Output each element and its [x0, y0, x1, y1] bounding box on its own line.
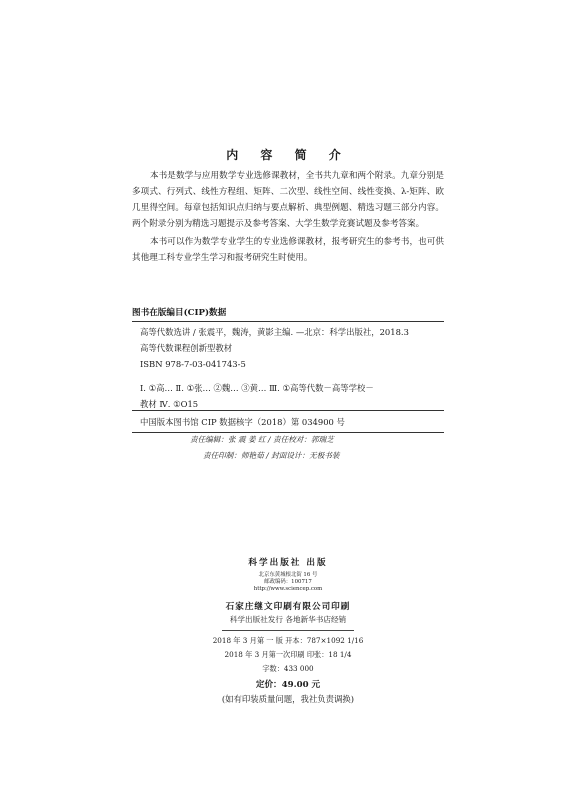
cip-line: 教材 Ⅳ. ①O15 — [140, 399, 199, 409]
summary-paragraph: 本书可以作为数学专业学生的专业选修课教材，报考研究生的参考书，也可供其他理工科专业学生学习和报考研究生时使用。 — [132, 237, 444, 263]
cip-block — [140, 324, 440, 412]
summary-paragraph: 本书是数学与应用数学专业选修课教材，全书共九章和两个附录。九章分别是多项式、行列式、线性方程组、矩阵、二次型、线性空间、线性变换、λ-矩阵、欧几里得空间。每章包括知识点归纳与要点解析、典型例题、精选习题三部分内容。两个附录分别为精选习题提示及参考答案、大学生数学竞赛试题及参考答案。 — [132, 171, 444, 229]
edition-line: 2018 年 3 月第 一 版 开本：787×1092 1/16 — [212, 636, 364, 645]
publisher-name: 科学出版社 出版 — [248, 558, 328, 568]
word-count: 字数：433 000 — [262, 664, 314, 673]
cip-bottom-rule — [132, 432, 444, 433]
cip-line: ISBN 978-7-03-041743-5 — [140, 359, 246, 369]
printer-name: 石家庄继文印刷有限公司印刷 — [225, 602, 351, 612]
publisher-url: http://www.sciencep.com — [253, 586, 323, 592]
cip-line: 高等代数选讲 / 张震平，魏涛，黄影主编. —北京：科学出版社，2018.3 — [140, 327, 409, 337]
publisher-address: 北京东黄城根北街 16 号 — [258, 572, 318, 578]
cip-top-rule — [132, 321, 444, 322]
section-title: 内 容 简 介 — [226, 148, 350, 162]
price: 定价：49.00 元 — [255, 680, 321, 690]
cip-middle-rule — [132, 410, 444, 411]
summary-text — [132, 168, 444, 266]
editor-credits: 责任编辑：张 震 姜 红 / 责任校对：郭瑞芝 — [190, 435, 334, 444]
distribution-line: 科学出版社发行 各地新华书店经销 — [229, 615, 347, 624]
cip-line: Ⅰ. ①高… Ⅱ. ①张… ②魏… ③黄… Ⅲ. ①高等代数－高等学校－ — [140, 383, 374, 393]
cip-line: 高等代数课程创新型教材 — [140, 343, 233, 353]
quality-notice: (如有印装质量问题，我社负责调换) — [221, 694, 355, 704]
publisher-postcode: 邮政编码：100717 — [264, 579, 312, 585]
cip-heading: 图书在版编目(CIP)数据 — [132, 308, 227, 318]
publisher-rule — [222, 630, 354, 631]
printing-line: 2018 年 3 月第一次印刷 印张：18 1/4 — [224, 650, 352, 659]
printing-credits: 责任印制：师艳茹 / 封面设计：无极书装 — [203, 451, 340, 460]
cip-record: 中国版本图书馆 CIP 数据核字（2018）第 034900 号 — [140, 417, 345, 427]
